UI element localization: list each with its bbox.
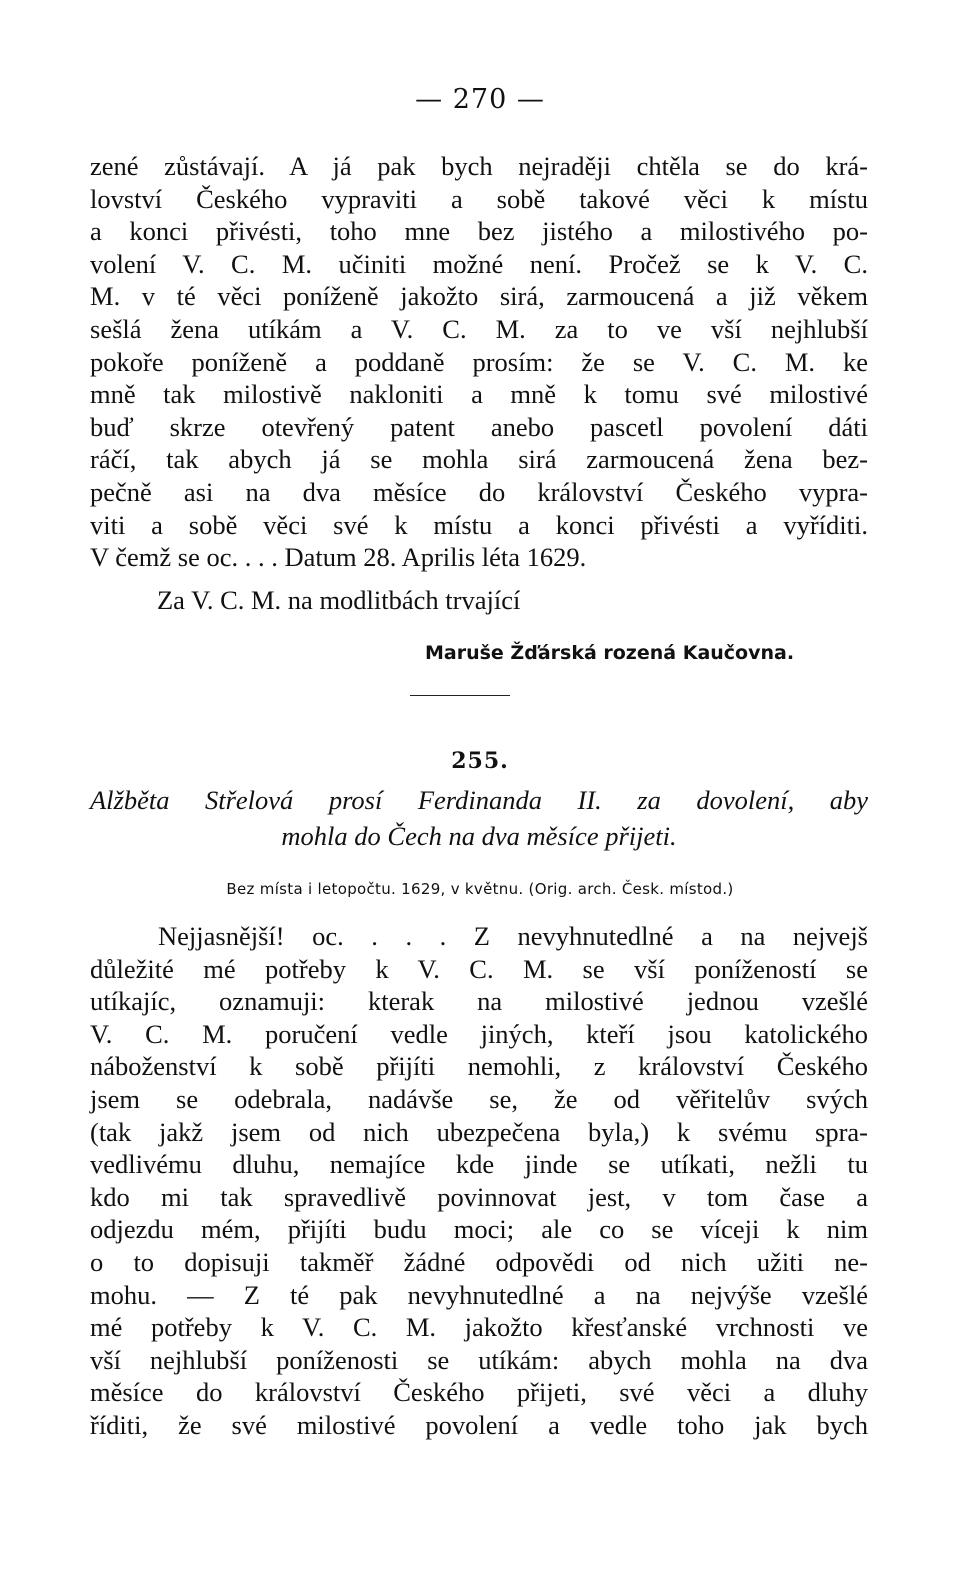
text-line: V. C. M. poručení vedle jiných, kteří jsou katolického bbox=[90, 1018, 868, 1049]
page-number: — 270 — bbox=[415, 84, 545, 115]
signature: Maruše Žďárská rozená Kaučovna. bbox=[425, 642, 795, 664]
text-line: mé potřeby k V. C. M. jakožto křesťanské vrchnosti ve bbox=[90, 1312, 868, 1343]
text-line: ráčí, tak abych já se mohla sirá zarmoucená žena bez- bbox=[90, 444, 868, 475]
text-line: měsíce do království Českého přijeti, své věci a dluhy bbox=[90, 1377, 868, 1408]
text-line: V čemž se oc. . . . Datum 28. Aprilis léta 1629. bbox=[90, 542, 587, 573]
text-line: mně tak milostivě nakloniti a mně k tomu své milostivé bbox=[90, 379, 868, 410]
text-line: mohu. — Z té pak nevyhnutedlné a na nejvýše vzešlé bbox=[90, 1279, 868, 1310]
source-note: Bez místa i letopočtu. 1629, v květnu. (Orig. arch. Česk. místod.) bbox=[226, 880, 734, 898]
text-line: kdo mi tak spravedlivě povinnovat jest, v tom čase a bbox=[90, 1181, 868, 1212]
text-line: pokoře poníženě a poddaně prosím: že se V. C. M. ke bbox=[90, 346, 868, 377]
document-title bbox=[90, 782, 868, 854]
text-line: (tak jakž jsem od nich ubezpečena byla,) k svému spra- bbox=[90, 1116, 868, 1147]
text-line: zené zůstávají. A já pak bych nejraději chtěla se do krá- bbox=[90, 151, 868, 181]
text-line: buď skrze otevřený patent anebo pascetl povolení dáti bbox=[90, 411, 868, 442]
text-line: volení V. C. M. učiniti možné není. Pročež se k V. C. bbox=[90, 248, 868, 279]
text-line: jsem se odebrala, nadávše se, že od věřitelův svých bbox=[90, 1083, 868, 1114]
letter-1-body bbox=[90, 150, 868, 574]
text-line: vedlivému dluhu, nemajíce kde jinde se utíkati, nežli tu bbox=[90, 1149, 868, 1180]
text-line: náboženství k sobě přijíti nemohli, z království Českého bbox=[90, 1051, 868, 1082]
text-line: odjezdu mém, přijíti budu moci; ale co se víceji k nim bbox=[90, 1214, 868, 1245]
text-line: viti a sobě věci své k místu a konci přivésti a vyříditi. bbox=[90, 509, 868, 540]
document-title-line: Alžběta Střelová prosí Ferdinanda II. za dovolení, aby bbox=[90, 785, 868, 815]
section-divider bbox=[410, 695, 510, 696]
text-line: pečně asi na dva měsíce do království Českého vypra- bbox=[90, 476, 868, 507]
text-line: říditi, že své milostivé povolení a vedle toho jak bych bbox=[90, 1409, 868, 1440]
document-title-line: mohla do Čech na dva měsíce přijeti. bbox=[281, 821, 677, 851]
closing-formula: Za V. C. M. na modlitbách trvající bbox=[157, 585, 521, 615]
text-line: sešlá žena utíkám a V. C. M. za to ve vší nejhlubší bbox=[90, 313, 868, 344]
text-line: Nejjasnější! oc. . . . Z nevyhnutedlné a na nejvejš bbox=[158, 921, 868, 951]
document-number: 255. bbox=[451, 748, 509, 774]
letter-2-body bbox=[90, 920, 868, 1442]
text-line: důležité mé potřeby k V. C. M. se vší ponížeností se bbox=[90, 953, 868, 984]
text-line: lovství Českého vypraviti a sobě takové věci k místu bbox=[90, 183, 868, 214]
text-line: o to dopisuji takměř žádné odpovědi od nich užiti ne- bbox=[90, 1246, 868, 1277]
text-line: M. v té věci poníženě jakožto sirá, zarmoucená a již věkem bbox=[90, 281, 868, 312]
text-line: a konci přivésti, toho mne bez jistého a milostivého po- bbox=[90, 216, 868, 247]
text-line: utíkajíc, oznamuji: kterak na milostivé jednou vzešlé bbox=[90, 986, 868, 1017]
text-line: vší nejhlubší poníženosti se utíkám: abych mohla na dva bbox=[90, 1344, 868, 1375]
